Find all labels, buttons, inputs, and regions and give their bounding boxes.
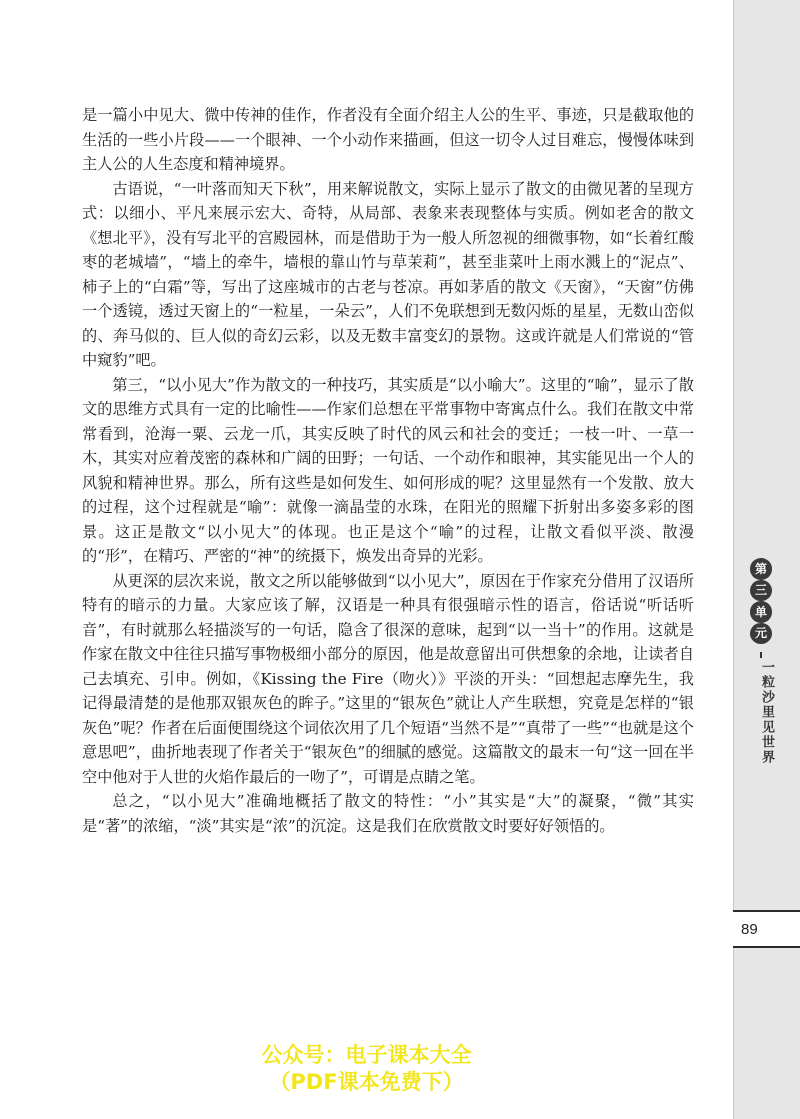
unit-badge — [748, 558, 774, 644]
unit-char: 三 — [750, 580, 772, 602]
sidebar-divider — [733, 0, 734, 1119]
unit-char: 单 — [750, 601, 772, 623]
watermark-line: 公众号：电子课本大全 — [261, 1043, 472, 1067]
unit-divider — [760, 652, 762, 658]
unit-char: 元 — [750, 623, 772, 645]
paragraph: 总之，“以小见大”准确地概括了散文的特性：“小”其实是“大”的凝聚，“微”其实是“著”的浓缩，“淡”其实是“浓”的沉淀。这是我们在欣赏散文时要好好领悟的。 — [82, 792, 694, 835]
watermark — [0, 1042, 733, 1096]
paragraph: 是一篇小中见大、微中传神的佳作，作者没有全面介绍主人公的生平、事迹，只是截取他的生活的一些小片段——一个眼神、一个小动作来描画，但这一切令人过目难忘，慢慢体味到主人公的人生态度和精神境界。 — [82, 106, 694, 173]
unit-title: 一粒沙里见世界 — [759, 660, 774, 765]
paragraph: 第三，“以小见大”作为散文的一种技巧，其实质是“以小喻大”。这里的“喻”，显示了散文的思维方式具有一定的比喻性——作家们总想在平常事物中寄寓点什么。我们在散文中常常看到，沧海一粟、云龙一爪，其实反映了时代的风云和社会的变迁；一枝一叶、一草一木，其实对应着茂密的森林和广阔的田野；一句话、一个动作和眼神，其实能见出一个人的风貌和精神世界。那么，所有这些是如何发生、如何形成的呢？这里显然有一个发散、放大的过程，这个过程就是“喻”：就像一滴晶莹的水珠，在阳光的照耀下折射出多姿多彩的图景。这正是散文“以小见大”的体现。也正是这个“喻”的过程，让散文看似平淡、散漫的“形”，在精巧、严密的“神”的统摄下，焕发出奇异的光彩。 — [82, 375, 694, 565]
watermark-line: （PDF课本免费下） — [269, 1070, 464, 1094]
page-number-box — [733, 910, 800, 948]
paragraph: 古语说，“一叶落而知天下秋”，用来解说散文，实际上显示了散文的由微见著的呈现方式：以细小、平凡来展示宏大、奇特，从局部、表象来表现整体与实质。例如老舍的散文《想北平》，没有写北平的宫殿园林，而是借助于为一般人所忽视的细微事物，如“长着红酸枣的老城墙”，“墙上的牵牛，墙根的靠山竹与草茉莉”，甚至韭菜叶上雨水溅上的“泥点”、柿子上的“白霜”等，写出了这座城市的古老与苍凉。再如茅盾的散文《天窗》，“天窗”仿佛一个透镜，透过天窗上的“一粒星，一朵云”，人们不免联想到无数闪烁的星星，无数山峦似的、奔马似的、巨人似的奇幻云彩，以及无数丰富变幻的景物。这或许就是人们常说的“管中窥豹”吧。 — [82, 179, 694, 369]
body-text — [82, 103, 694, 838]
page-number: 89 — [741, 921, 758, 938]
paragraph: 从更深的层次来说，散文之所以能够做到“以小见大”，原因在于作家充分借用了汉语所特有的暗示的力量。大家应该了解，汉语是一种具有很强暗示性的语言，俗话说“听话听音”，有时就那么轻描淡写的一句话，隐含了很深的意味，起到“以一当十”的作用。这就是作家在散文中往往只描写事物极细小部分的原因，他是故意留出可供想象的余地，让读者自己去填充、引申。例如，《Kissing the Fire（吻火）》平淡的开头：“回想起志摩先生，我记得最清楚的是他那双银灰色的眸子。”这里的“银灰色”就让人产生联想，究竟是怎样的“银灰色”呢？作者在后面便围绕这个词依次用了几个短语“当然不是”“真带了一些”“也就是这个意思吧”，曲折地表现了作者关于“银灰色”的细腻的感觉。这篇散文的最末一句“这一回在半空中他对于人世的火焰作最后的一吻了”，可谓是点睛之笔。 — [82, 571, 694, 786]
unit-char: 第 — [750, 558, 772, 580]
